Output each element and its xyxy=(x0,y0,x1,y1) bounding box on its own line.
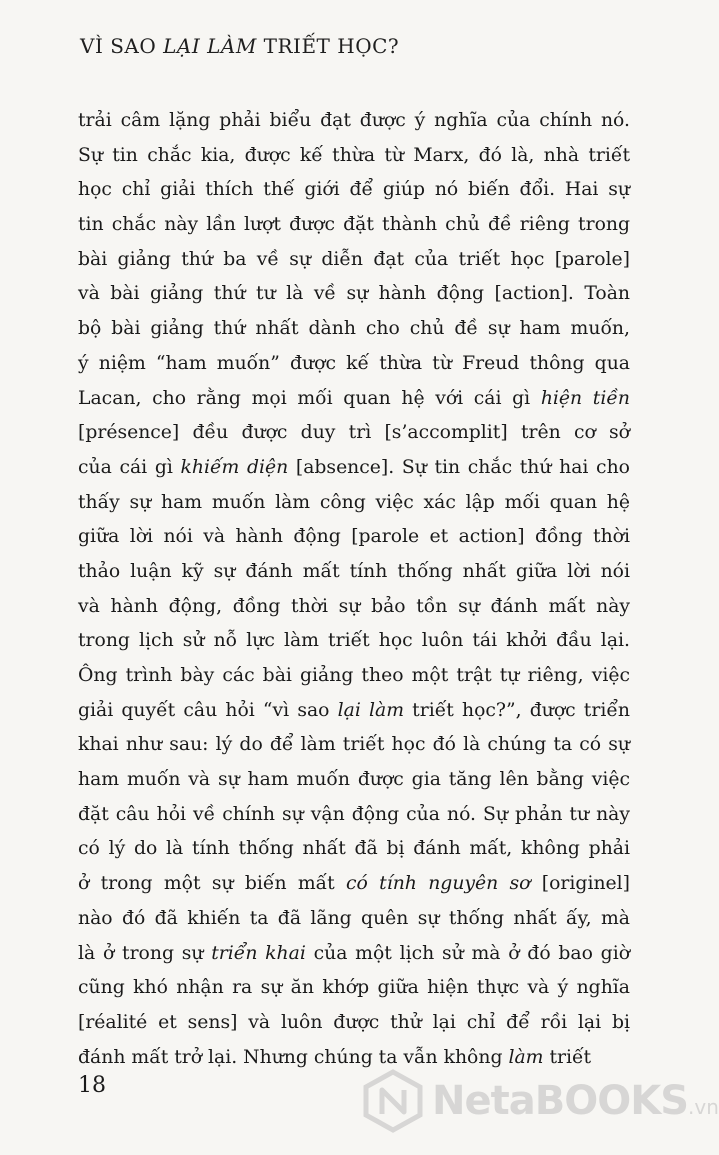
text-line xyxy=(78,486,630,521)
text-segment: và bài giảng thứ tư là về sự hành động [action]. Toàn xyxy=(78,283,630,305)
text-segment: trải câm lặng phải biểu đạt được ý nghĩa của chính nó. xyxy=(78,110,630,131)
text-segment: [présence] đều được duy trì [s’accomplit] trên cơ sở xyxy=(78,422,630,444)
italic-term: triển khai xyxy=(211,942,306,964)
text-line xyxy=(78,416,630,451)
text-line xyxy=(78,798,630,833)
text-line xyxy=(78,312,630,347)
text-segment: thấy sự ham muốn làm công việc xác lập mối quan hệ xyxy=(78,491,630,513)
text-segment: ham muốn và sự ham muốn được gia tăng lên bằng việc xyxy=(78,769,630,791)
page-number: 18 xyxy=(78,1073,106,1098)
text-segment: là ở trong sự xyxy=(78,942,212,964)
text-line xyxy=(78,624,630,659)
text-line xyxy=(78,971,630,1006)
text-segment: đặt câu hỏi về chính sự vận động của nó. Sự phản tư này xyxy=(78,803,630,825)
watermark-brand: NetaBOOKS xyxy=(432,1078,689,1124)
text-line xyxy=(78,867,630,902)
text-line xyxy=(78,728,630,763)
text-line xyxy=(78,451,630,486)
text-segment: có lý do là tính thống nhất đã bị đánh mất, không phải xyxy=(78,838,630,860)
text-line xyxy=(78,694,630,729)
text-segment: [absence]. Sự tin chắc thứ hai cho xyxy=(288,456,630,478)
text-line xyxy=(78,382,630,417)
text-segment: nào đó đã khiến ta đã lãng quên sự thống nhất ấy, mà xyxy=(78,907,630,929)
text-line xyxy=(78,277,630,312)
text-segment: Lacan, cho rằng mọi mối quan hệ với cái gì xyxy=(78,387,541,409)
text-segment: thảo luận kỹ sự đánh mất tính thống nhất giữa lời nói xyxy=(78,560,630,582)
header-part-italic: LẠI LÀM xyxy=(163,34,257,58)
text-line xyxy=(78,590,630,625)
text-segment: triết xyxy=(543,1046,592,1068)
text-segment: Sự tin chắc kia, được kế thừa từ Marx, đó là, nhà triết xyxy=(78,144,630,166)
text-line xyxy=(78,937,630,972)
body-paragraph xyxy=(78,104,630,1075)
text-segment: tin chắc này lần lượt được đặt thành chủ đề riêng trong xyxy=(78,214,630,236)
watermark-suffix: .vn xyxy=(688,1095,719,1119)
text-segment: cũng khó nhận ra sự ăn khớp giữa hiện thực và ý nghĩa xyxy=(78,977,630,999)
text-segment: giữa lời nói và hành động [parole et action] đồng thời xyxy=(78,526,630,548)
text-line xyxy=(78,104,630,139)
text-segment: trong lịch sử nỗ lực làm triết học luôn tái khởi đầu lại. xyxy=(78,630,630,652)
text-segment: ở trong một sự biến mất xyxy=(78,873,347,895)
text-segment: của cái gì xyxy=(78,456,181,478)
text-line xyxy=(78,659,630,694)
text-line xyxy=(78,243,630,278)
italic-term: có tính nguyên sơ xyxy=(346,873,531,895)
header-part-1: VÌ SAO xyxy=(80,34,164,58)
text-segment: triết học?”, được triển xyxy=(404,699,630,721)
italic-term: lại làm xyxy=(337,699,405,721)
text-segment: bộ bài giảng thứ nhất dành cho chủ đề sự ham muốn, xyxy=(78,318,630,340)
text-segment: bài giảng thứ ba về sự diễn đạt của triết học [parole] xyxy=(78,248,630,270)
text-line xyxy=(78,555,630,590)
italic-term: làm xyxy=(508,1046,544,1068)
watermark xyxy=(362,1070,719,1132)
text-line xyxy=(78,1006,630,1041)
text-line xyxy=(78,832,630,867)
text-line xyxy=(78,902,630,937)
header-part-3: TRIẾT HỌC? xyxy=(256,34,400,58)
text-segment: ý niệm “ham muốn” được kế thừa từ Freud thông qua xyxy=(78,352,630,374)
text-segment: giải quyết câu hỏi “vì sao xyxy=(78,699,338,721)
text-line xyxy=(78,139,630,174)
text-line xyxy=(78,520,630,555)
text-line xyxy=(78,763,630,798)
watermark-text xyxy=(432,1078,719,1124)
text-segment: khai như sau: lý do để làm triết học đó là chúng ta có sự xyxy=(78,734,630,756)
text-segment: đánh mất trở lại. Nhưng chúng ta vẫn không xyxy=(78,1046,509,1068)
italic-term: khiếm diện xyxy=(180,456,289,478)
text-segment: [réalité et sens] và luôn được thử lại chỉ để rồi lại bị xyxy=(78,1011,630,1033)
text-line xyxy=(78,173,630,208)
text-segment: học chỉ giải thích thế giới để giúp nó biến đổi. Hai sự xyxy=(78,179,630,201)
text-line xyxy=(78,208,630,243)
netabooks-logo-icon xyxy=(362,1070,424,1132)
text-segment: và hành động, đồng thời sự bảo tồn sự đánh mất này xyxy=(78,595,630,617)
text-segment: [originel] xyxy=(530,873,630,895)
text-segment: của một lịch sử mà ở đó bao giờ xyxy=(305,942,631,964)
text-segment: Ông trình bày các bài giảng theo một trật tự riêng, việc xyxy=(78,665,630,686)
running-header xyxy=(80,34,399,58)
italic-term: hiện tiền xyxy=(540,387,630,409)
text-line xyxy=(78,347,630,382)
